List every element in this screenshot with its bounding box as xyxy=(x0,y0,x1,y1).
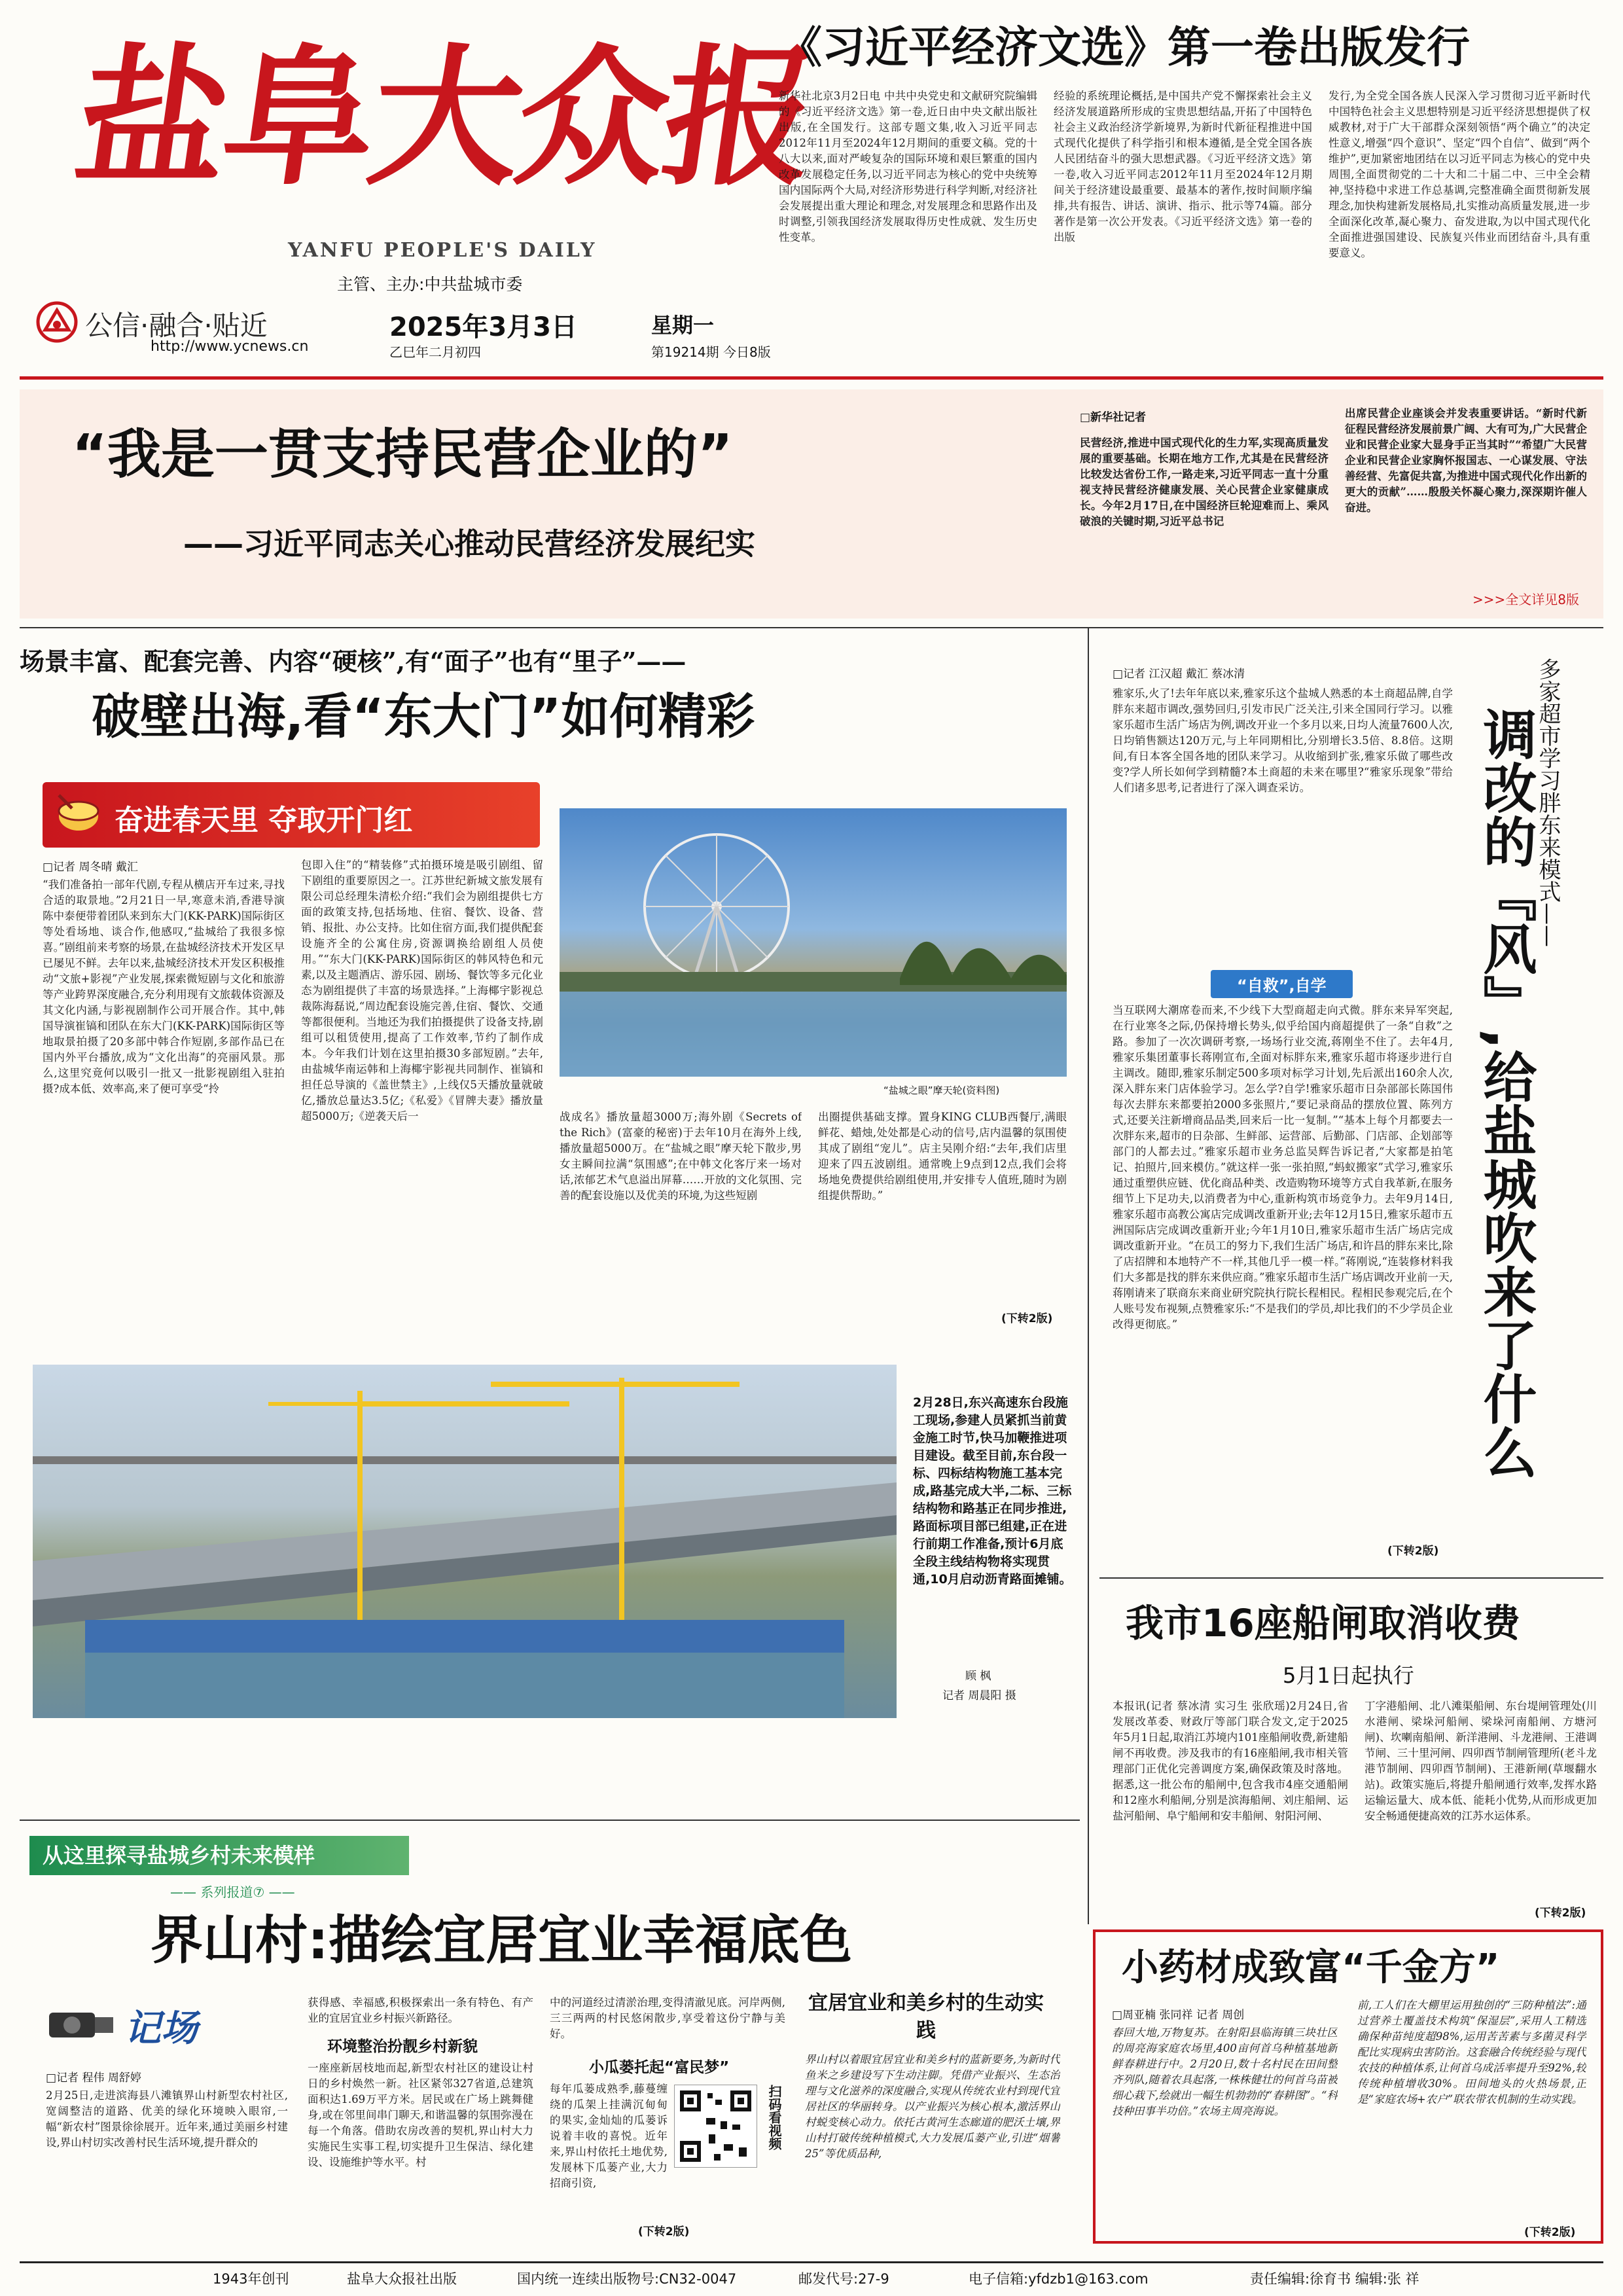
qr-code-icon[interactable] xyxy=(674,2085,757,2168)
herb-continued: (下转2版) xyxy=(1524,2226,1576,2239)
gate-col4: 出圈提供基础支撑。置身KING CLUB西餐厅,满眼鲜花、蜡烛,处处都是心动的信号,店内温馨的氛围使其成了剧组“宠儿”。店主吴刚介绍:“去年,我们店里迎来了四五波剧组。通常晚上9点到12点,我们会将场地免费提供给剧组使用,并安排专人值班,随时为剧组提供帮助。” xyxy=(818,1111,1067,1202)
highway-credit2: 记者 周晨阳 摄 xyxy=(942,1689,1016,1702)
village-byline: □记者 程伟 周舒婷 xyxy=(46,2072,141,2085)
shiplock-col2: 丁字港船闸、北八滩渠船闸、东台堤闸管理处(川水港闸、梁垛河船闸、梁垛河南船闸、方塘河闸)、坎喇南船闸、新洋港闸、斗龙港闸、王港调节闸、三十里河闸、四卯酉节制闸管理所(老斗龙港节制闸、四卯酉节制闸)、王港新闸(草堰翻水站)。政策实施后,将提升船闸通行效率,发挥水路运输运量大、成本低、能耗小优势,从而形成更加安全畅通便捷高效的江苏水运体系。 xyxy=(1364,1700,1597,1822)
issue-number: 第19214期 今日8版 xyxy=(651,344,771,360)
gate-col1: “我们准备拍一部年代剧,专程从横店开车过来,寻找合适的取景地。”2月21日一早,寒意未消,香港导演陈中泰便带着团队来到东大门(KK-PARK)国际街区等处看场地、谈合作,他感叹,“盐城给了我很多惊喜。”剧组前来考察的场景,在盐城经济技术开发区早已屡见不鲜。去年以来,盐城经济技术开发区积极推动“文旅+影视”产业发展,探索微短剧与文化和旅游等产业跨界深度融合,充分利用现有文旅载体资源及其文化内涵,与影视剧制作公司开展合作。其中,韩国导演崔镐和团队在东大门(KK-PARK)国际街区等地取景拍摄了20多部中韩合作短剧,多部作品已在国内外平台播放,成为“文化出海”的亮丽风景。那么,这里究竟何以吸引一批又一批影视剧组入驻拍摄?成本低、效率高,来了便可享受“拎 xyxy=(43,878,285,1095)
footer-founded: 1943年创刊 xyxy=(213,2271,289,2287)
herb-byline: □周亚楠 张同祥 记者 周创 xyxy=(1112,2009,1245,2022)
village-headline[interactable]: 界山村:描绘宜居宜业幸福底色 xyxy=(151,1910,852,1971)
gate-headline[interactable]: 破壁出海,看“东大门”如何精彩 xyxy=(92,689,755,745)
village-col1: 2月25日,走进滨海县八滩镇界山村新型农村社区,宽阔整洁的道路、优美的绿化环境映入眼帘,一幅“新农村”图景徐徐展开。近年来,通过美丽乡村建设,界山村切实改善村民生活环境,提升群众的 xyxy=(46,2089,288,2149)
gate-col3: 战成名》播放量超3000万;海外剧《Secrets of the Rich》(富豪的秘密)于去年10月在海外上线,播放量超5000万。在“盐城之眼”摩天轮下散步,男女主瞬间拉满“氛围感”;在中韩文化客厅来一场对话,浓郁艺术气息溢出屏幕……开放的文化氛围、完善的配套设施以及优美的环境,为这些短剧 xyxy=(560,1111,802,1202)
top-story-col2: 经验的系统理论概括,是中国共产党不懈探索社会主义经济发展道路所形成的宝贵思想结晶,开拓了中国特色社会主义政治经济学新境界,为新时代新征程推进中国式现代化提供了科学指引和根本遵循,是全党全国各族人民团结奋斗的强大思想武器。《习近平经济文选》第一卷,收入习近平同志2012年11月至2024年12月期间关于经济建设最重要、最基本的著作,按时间顺序编排,共有报告、讲话、演讲、指示、批示等74篇。部分著作是第一次公开发表。《习近平经济文选》第一卷的出版 xyxy=(1054,90,1312,243)
gate-badge xyxy=(43,782,540,848)
supermarket-vertical-headline[interactable]: 调改的『风』,给盐城吹来了什么 xyxy=(1474,707,1537,1479)
highway-photo xyxy=(33,1365,897,1718)
ferris-wheel-caption: “盐城之眼”摩天轮(资料图) xyxy=(883,1085,1000,1096)
footer-email[interactable]: 电子信箱:yfdzb1@163.com xyxy=(969,2271,1149,2287)
supermarket-byline: □记者 江汉超 戴汇 蔡冰清 xyxy=(1113,668,1245,681)
banner-subhead: ——习近平同志关心推动民营经济发展纪实 xyxy=(183,526,755,562)
divider xyxy=(20,376,1603,380)
supermarket-story xyxy=(1099,628,1603,1571)
masthead-english: YANFU PEOPLE'S DAILY xyxy=(288,239,597,262)
gate-badge-label: 奋进春天里 夺取开门红 xyxy=(115,804,413,837)
ferris-wheel-photo xyxy=(560,808,1067,1077)
shiplock-continued: (下转2版) xyxy=(1535,1907,1586,1920)
masthead-sponsor: 主管、主办:中共盐城市委 xyxy=(337,275,523,294)
banner-col1: 民营经济,推进中国式现代化的生力军,实现高质量发展的重要基础。长期在地方工作,尤其是在民营经济比较发达省份工作,一路走来,习近平同志一直十分重视支持民营经济健康发展、关心民营企业家健康成长。今年2月17日,在中国经济巨轮迎难而上、乘风破浪的关键时期,习近平总书记 xyxy=(1080,437,1329,528)
gate-story xyxy=(20,628,1080,1355)
banner-more-link[interactable]: >>>全文详见8版 xyxy=(1472,592,1579,607)
divider xyxy=(20,1820,1080,1821)
shiplock-subhead: 5月1日起执行 xyxy=(1283,1663,1414,1688)
highway-credit1: 顾 枫 xyxy=(965,1670,991,1683)
top-story-col3: 发行,为全党全国各族人民深入学习贯彻习近平新时代中国特色社会主义思想特别是习近平经济思想提供了权威教材,对于广大干部群众深刻领悟“两个确立”的决定性意义,增强“四个意识”、坚定“四个自信”、做到“两个维护”,更加紧密地团结在以习近平同志为核心的党中央周围,全面贯彻党的二十大和二十届二中、三中全会精神,坚持稳中求进工作总基调,完整准确全面贯彻新发展理念,加快构建新发展格局,扎实推动高质量发展,进一步全面深化改革,凝心聚力、奋发进取,为以中国式现代化全面推进强国建设、民族复兴伟业而团结奋斗,具有重要意义。 xyxy=(1329,90,1590,259)
footer-postal-code: 邮发代号:27-9 xyxy=(798,2271,889,2287)
village-series-banner: 从这里探寻盐城乡村未来模样 xyxy=(29,1836,409,1875)
logo-icon xyxy=(36,301,78,343)
divider xyxy=(1088,628,1089,1924)
divider xyxy=(1099,1577,1603,1579)
village-continued: (下转2版) xyxy=(638,2225,690,2238)
footer-publisher: 盐阜大众报社出版 xyxy=(347,2271,457,2287)
banner-byline: □新华社记者 xyxy=(1080,411,1147,424)
village-col3-intro: 中的河道经过清淤治理,变得清澈见底。河岸两侧,三三两两的村民悠闲散步,享受着这份宁静与美好。 xyxy=(550,1996,785,2040)
shiplock-col1: 本报讯(记者 蔡冰清 实习生 张欣瑶)2月24日,省发展改革委、财政厅等部门联合发文,定于2025年5月1日起,取消江苏境内101座船闸收费,新建船闸不再收费。涉及我市的有16座船闸,我市相关管理部门正优化完善调度方案,确保政策及时落地。据悉,这一批公布的船闸中,包含我市4座交通船闸和12座水利船闸,分别是滨海船闸、刘庄船闸、运盐河船闸、阜宁船闸和安丰船闸、射阳河闸、 xyxy=(1113,1700,1348,1822)
village-col2: 一座座新居枝地而起,新型农村社区的建设让村日的乡村焕然一新。社区紧邻327省道,总建筑面积达1.69万平方米。居民或在广场上跳舞健身,或在邻里间串门聊天,和谐温馨的氛围弥漫在每一个角落。借助农房改善的契机,界山村大力实施民生实事工程,切实提升卫生保洁、绿化建设、设施维护等水平。村 xyxy=(308,2062,533,2168)
gate-col2: 包即入住”的“精装修”式拍摄环境是吸引剧组、留下剧组的重要原因之一。江苏世纪新城文旅发展有限公司总经理朱清松介绍:“我们会为剧组提供七方面的政策支持,包括场地、住宿、餐饮、设备、营销、报批、办公支持。比如住宿方面,我们提供配套设施齐全的公寓住房,资源调换给剧组人员使用。”“东大门(KK-PARK)国际街区的韩风特色和元素,以及主题酒店、游乐园、剧场、餐饮等多元化业态为剧组提供了丰富的场景选择。”上海椰宇影视总裁陈海磊说,“周边配套设施完善,住宿、餐饮、交通等都很便利。当地还为我们拍摄提供了设备支持,剧组可以租赁使用,提高了工作效率,节约了制作成本。今年我们计划在这里拍摄30多部短剧。”去年,由盐城华南运韩和上海椰宇影视共同制作、崔镐和担任总导演的《盖世禁主》,上线仅5天播放量就破亿,播放总量达3.5亿;《私爱》《冒牌夫妻》播放量超5000万;《逆袭天后一 xyxy=(301,859,543,1122)
village-col4: 界山村以着眼宜居宜业和美乡村的蓝新要务,为新时代鱼米之乡建设写下生动注脚。凭借产业振兴、生态治理与文化滋养的深度融合,实现从传统农业村到现代宜居社区的华丽转身。以产业振兴为核心根本,激活界山村蜕变核心动力。依托古黄河生态廊道的肥沃土壤,界山村打破传统种植模式,大力发展瓜蒌产业,引进“烟薯25”等优质品种, xyxy=(805,2053,1060,2160)
supermarket-vertical-kicker: 多家超市学习胖东来模式—— xyxy=(1535,658,1561,947)
footer xyxy=(20,2261,1603,2289)
banner xyxy=(20,389,1603,619)
shiplock-headline[interactable]: 我市16座船闸取消收费 xyxy=(1126,1601,1520,1645)
gate-byline: □记者 周冬晴 戴汇 xyxy=(43,861,138,874)
village-series-tag: —— 系列报道⑦ —— xyxy=(170,1884,295,1900)
website-link[interactable]: http://www.ycnews.cn xyxy=(151,338,309,355)
issue-date: 2025年3月3日 xyxy=(389,312,577,342)
village-col3-subhead: 小瓜蒌托起“富民梦” xyxy=(589,2059,730,2076)
village-story xyxy=(20,1826,1080,2258)
masthead xyxy=(20,13,824,370)
village-col4-headline: 宜居宜业和美乡村的生动实践 xyxy=(808,1992,1044,2042)
weekday: 星期一 xyxy=(651,313,715,338)
herb-headline[interactable]: 小药材成致富“千金方” xyxy=(1122,1946,1500,1989)
drum-icon xyxy=(52,789,105,841)
camera-icon xyxy=(46,2003,118,2042)
qr-label: 扫码看视频 xyxy=(766,2085,782,2150)
shiplock-story xyxy=(1099,1584,1603,1924)
banner-col2: 出席民营企业座谈会并发表重要讲话。“新时代新征程民营经济发展前景广阔、大有可为,广大民营企业和民营企业家大显身手正当其时”“希望广大民营企业和民营企业家胸怀报国志、一心谋发展、守法善经营、先富促共富,为推进中国式现代化作出新的更大的贡献”……殷殷关怀凝心聚力,深深期许催人奋进。 xyxy=(1345,407,1587,514)
banner-headline[interactable]: “我是一贯支持民营企业的” xyxy=(72,423,733,486)
gate-continued: (下转2版) xyxy=(1001,1312,1053,1325)
herb-col1: 春回大地,万物复苏。在射阳县临海镇三块壮区的周亮海家庭农场里,400亩何首乌种植基地新鲜春耕进行中。2月20日,数十名村民在田间整齐列队,随着农具起落,一株株健壮的何首乌苗被细心栽下,绘就出一幅生机勃勃的“春耕图”。“科技种田事半功倍。”农场主周亮海说。 xyxy=(1112,2026,1338,2117)
divider xyxy=(20,627,1603,628)
herb-col2: 前,工人们在大棚里运用独创的“三防种植法”:通过营养土覆盖技术构筑“保湿层”,采用人工精选确保种苗纯度超98%,运用苦苦素与多菌灵科学配比实现病虫害防治。这套融合传统经验与现代农技的种植体系,让何首乌成活率提升至92%,较传统种植增收30%。田间地头的火热场景,正是“家庭农场+农户”联农带农机制的生动实践。 xyxy=(1357,1999,1586,2106)
top-story-headline[interactable]: 《习近平经济文选》第一卷出版发行 xyxy=(779,22,1470,73)
village-col3: 每年瓜蒌成熟季,藤蔓缠绕的瓜架上挂满沉甸甸的果实,金灿灿的瓜蒌诉说着丰收的喜悦。近年来,界山村依托土地优势,发展林下瓜蒌产业,大力招商引资, xyxy=(550,2083,668,2189)
supermarket-subhead: “自救”,自学 xyxy=(1211,970,1353,998)
masthead-title: 盐阜大众报 xyxy=(66,29,824,206)
top-story-col1: 新华社北京3月2日电 中共中央党史和文献研究院编辑的《习近平经济文选》第一卷,近日由中央文献出版社出版,在全国发行。这部专题文集,收入习近平同志2012年11月至2024年12月期间的重要文稿。党的十八大以来,面对严峻复杂的国际环境和艰巨繁重的国内改革发展稳定任务,以习近平同志为核心的党中央统筹国内国际两个大局,对经济形势进行科学判断,对经济社会发展提出重大理论和理念,对发展理念和思路作出及时调整,引领我国经济发展取得历史性成就、发生历史性变革。 xyxy=(779,90,1037,243)
slogan: 公信·融合·贴近 xyxy=(85,310,268,342)
lunar-date: 乙巳年二月初四 xyxy=(389,344,481,360)
supermarket-col2: 当互联网大潮席卷而来,不少线下大型商超走向式微。胖东来异军突起,在行业寒冬之际,仍保持增长势头,似乎给国内商超提供了一条“自救”之路。参加了一次次调研考察,一场场行业交流,蒋刚坐不住了。去年4月,雅家乐集团董事长蒋刚宣布,全面对标胖东来,雅家乐超市将逐步进行自主调改。随即,雅家乐制定500多项对标学习计划,先后派出160余人次,深入胖东来门店体验学习。怎么学?自学!雅家乐超市日杂部部长陈国伟每次去胖东来都要拍2000多张照片,“要记录商品的摆放位置、陈列方式,还要关注新增商品品类,回来后一比一复制。”“基本上每个月都要去一次胖东来,超市的日杂部、生鲜部、运营部、后勤部、门店部、企划部等部门的人都去过。”雅家乐超市业务总监吴辉告诉记者,“大家都是拍笔记、拍照片,回来模仿。”就这样一张一张拍照,“蚂蚁搬家”式学习,雅家乐通过重塑供应链、优化商品种类、改造购物环境等方式自我革新,在服务细节上下足功夫,以消费者为中心,重新构筑市场竞争力。去年9月14日,雅家乐超市高教公寓店完成调改重新开业;去年12月15日,雅家乐超市五洲国际店完成调改重新开业;今年1月10日,雅家乐超市生活广场店完成调改重新开业。“在员工的努力下,我们生活广场店,和许昌的胖东来比,除了店招牌和本地特产不一样,其他几乎一模一样。”蒋刚说,“连装修材料我们大多都是找的胖东来供应商。”雅家乐超市生活广场店调改开业前一天,蒋刚请来了联商东来商业研究院执行院长程相民。程相民参观完后,在个人账号发布视频,点赞雅家乐:“不是我们的学员,却比我们的不少学员企业改得更彻底。” xyxy=(1113,1004,1453,1331)
village-logo: 记场 xyxy=(124,2007,198,2050)
herb-story xyxy=(1093,1929,1603,2244)
footer-cn-number: 国内统一连续出版物号:CN32-0047 xyxy=(517,2271,737,2287)
top-story xyxy=(766,13,1603,370)
supermarket-col1: 雅家乐,火了!去年年底以来,雅家乐这个盐城人熟悉的本土商超品牌,自学胖东来超市调改,强势回归,引发市民广泛关注,引来全国同行学习。以雅家乐超市生活广场店为例,调改开业一个多月以来,日均人流量7600人次,日均销售额达120万元,与上年同期相比,分别增长3.5倍、8.8倍。这期间,有日本客全国各地的团队来学习。从收缩到扩张,雅家乐做了哪些改变?学人所长如何学到精髓?本土商超的未来在哪里?“雅家乐现象”带给人们诸多思考,记者进行了深入调查采访。 xyxy=(1113,687,1453,794)
footer-editors: 责任编辑:徐育书 编辑:张 祥 xyxy=(1250,2271,1419,2287)
highway-caption: 2月28日,东兴高速东台段施工现场,参建人员紧抓当前黄金施工时节,快马加鞭推进项目建设。截至目前,东台段一标、四标结构物施工基本完成,路基完成大半,二标、三标结构物和路基正在同步推进,路面标项目部已组建,正在进行前期工作准备,预计6月底全段主线结构物将实现贯通,10月启动沥青路面摊铺。 xyxy=(913,1395,1072,1587)
supermarket-continued: (下转2版) xyxy=(1387,1545,1439,1558)
village-col2-intro: 获得感、幸福感,积极探索出一条有特色、有产业的宜居宜业乡村振兴新路径。 xyxy=(308,1996,533,2024)
gate-kicker: 场景丰富、配套完善、内容“硬核”,有“面子”也有“里子”—— xyxy=(20,647,687,676)
village-col2-subhead: 环境整治扮靓乡村新貌 xyxy=(327,2038,478,2055)
